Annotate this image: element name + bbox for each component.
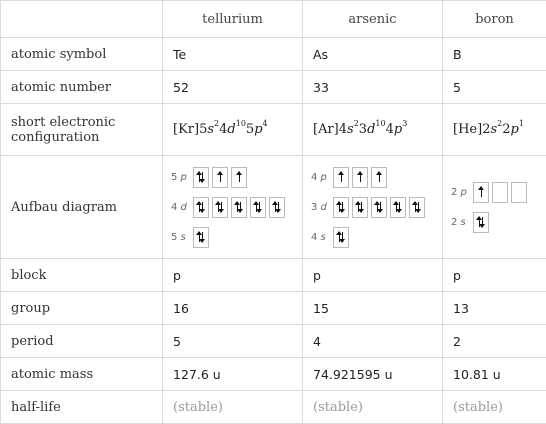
block-arsenic: p xyxy=(303,259,443,292)
table-row xyxy=(1,391,546,424)
row-label-group: group xyxy=(1,292,163,325)
atomic-symbol-tellurium: Te xyxy=(163,38,303,71)
spin-down-arrow-icon xyxy=(202,232,203,242)
orbital-box xyxy=(231,197,247,218)
config-subshell: $2s^2$ xyxy=(482,122,502,137)
spin-down-arrow-icon xyxy=(259,202,260,212)
orbital-box xyxy=(333,227,349,248)
spin-down-arrow-icon xyxy=(342,232,343,242)
table-row xyxy=(1,156,546,259)
period-boron: 2 xyxy=(443,325,546,358)
spin-up-arrow-icon xyxy=(481,187,482,197)
orbital-box xyxy=(193,197,209,218)
group-arsenic: 15 xyxy=(303,292,443,325)
column-header-tellurium: tellurium xyxy=(163,1,303,38)
orbital-box xyxy=(352,197,368,218)
spin-down-arrow-icon xyxy=(278,202,279,212)
orbital-box xyxy=(511,182,527,203)
orbital-box xyxy=(352,167,368,188)
row-label-electronic-configuration: short electronic configuration xyxy=(1,104,163,156)
config-subshell: $4p^3$ xyxy=(386,122,408,137)
column-header-arsenic: arsenic xyxy=(303,1,443,38)
column-header-boron: boron xyxy=(443,1,546,38)
spin-down-arrow-icon xyxy=(399,202,400,212)
spin-down-arrow-icon xyxy=(202,172,203,182)
atomic-symbol-arsenic: As xyxy=(303,38,443,71)
orbital-label: 3 d xyxy=(311,202,333,213)
spin-down-arrow-icon xyxy=(221,202,222,212)
orbital-label: 4 d xyxy=(171,202,193,213)
aufbau-diagram-arsenic xyxy=(303,156,443,259)
config-subshell: $5s^2$ xyxy=(199,122,219,137)
config-boron xyxy=(443,104,546,156)
orbital-box xyxy=(333,167,349,188)
atomic-mass-boron: 10.81 u xyxy=(443,358,546,391)
orbital-row xyxy=(311,192,434,222)
orbital-label: 5 s xyxy=(171,232,193,243)
atomic-number-boron: 5 xyxy=(443,71,546,104)
row-label-period: period xyxy=(1,325,163,358)
orbital-box xyxy=(371,167,387,188)
table-row xyxy=(1,292,546,325)
orbital-box xyxy=(473,182,489,203)
orbital-box xyxy=(473,212,489,233)
config-core: [Kr] xyxy=(173,122,199,137)
orbital-label: 4 s xyxy=(311,232,333,243)
spin-up-arrow-icon xyxy=(341,172,342,182)
orbital-box xyxy=(193,167,209,188)
orbital-label: 4 p xyxy=(311,172,333,183)
atomic-number-tellurium: 52 xyxy=(163,71,303,104)
config-subshell: $4s^2$ xyxy=(339,122,359,137)
orbital-box xyxy=(231,167,247,188)
spin-down-arrow-icon xyxy=(482,217,483,227)
config-subshell: $4d^{10}$ xyxy=(219,122,246,137)
config-subshell: $2p^1$ xyxy=(502,122,524,137)
row-label-aufbau-diagram: Aufbau diagram xyxy=(1,156,163,259)
orbital-box xyxy=(333,197,349,218)
aufbau-diagram-tellurium xyxy=(163,156,303,259)
atomic-mass-arsenic: 74.921595 u xyxy=(303,358,443,391)
config-core: [Ar] xyxy=(313,122,339,137)
config-arsenic xyxy=(303,104,443,156)
orbital-box xyxy=(212,197,228,218)
orbital-row xyxy=(451,207,538,237)
config-core: [He] xyxy=(453,122,482,137)
config-subshell: $3d^{10}$ xyxy=(359,122,386,137)
orbital-box xyxy=(212,167,228,188)
atomic-mass-tellurium: 127.6 u xyxy=(163,358,303,391)
group-tellurium: 16 xyxy=(163,292,303,325)
block-tellurium: p xyxy=(163,259,303,292)
half-life-boron: (stable) xyxy=(443,391,546,424)
orbital-box xyxy=(492,182,508,203)
orbital-row xyxy=(311,162,434,192)
spin-down-arrow-icon xyxy=(342,202,343,212)
orbital-box xyxy=(371,197,387,218)
table-row xyxy=(1,358,546,391)
orbital-row xyxy=(171,192,294,222)
atomic-number-arsenic: 33 xyxy=(303,71,443,104)
header-row xyxy=(1,1,546,38)
orbital-row xyxy=(171,222,294,252)
orbital-box xyxy=(193,227,209,248)
corner-cell xyxy=(1,1,163,38)
orbital-box xyxy=(409,197,425,218)
block-boron: p xyxy=(443,259,546,292)
row-label-atomic-mass: atomic mass xyxy=(1,358,163,391)
orbital-label: 5 p xyxy=(171,172,193,183)
orbital-box xyxy=(390,197,406,218)
row-label-half-life: half-life xyxy=(1,391,163,424)
table-row xyxy=(1,71,546,104)
table-row xyxy=(1,325,546,358)
spin-down-arrow-icon xyxy=(361,202,362,212)
half-life-tellurium: (stable) xyxy=(163,391,303,424)
group-boron: 13 xyxy=(443,292,546,325)
orbital-box xyxy=(250,197,266,218)
spin-down-arrow-icon xyxy=(418,202,419,212)
spin-up-arrow-icon xyxy=(239,172,240,182)
aufbau-diagram-boron xyxy=(443,156,546,259)
orbital-box xyxy=(269,197,285,218)
table-row xyxy=(1,104,546,156)
period-arsenic: 4 xyxy=(303,325,443,358)
row-label-atomic-number: atomic number xyxy=(1,71,163,104)
spin-up-arrow-icon xyxy=(220,172,221,182)
atomic-symbol-boron: B xyxy=(443,38,546,71)
period-tellurium: 5 xyxy=(163,325,303,358)
row-label-block: block xyxy=(1,259,163,292)
spin-down-arrow-icon xyxy=(380,202,381,212)
spin-down-arrow-icon xyxy=(240,202,241,212)
spin-down-arrow-icon xyxy=(202,202,203,212)
spin-up-arrow-icon xyxy=(379,172,380,182)
orbital-label: 2 s xyxy=(451,217,473,228)
orbital-row xyxy=(451,177,538,207)
orbital-row xyxy=(311,222,434,252)
table-row xyxy=(1,259,546,292)
half-life-arsenic: (stable) xyxy=(303,391,443,424)
spin-up-arrow-icon xyxy=(360,172,361,182)
orbital-row xyxy=(171,162,294,192)
row-label-atomic-symbol: atomic symbol xyxy=(1,38,163,71)
orbital-label: 2 p xyxy=(451,187,473,198)
config-subshell: $5p^4$ xyxy=(246,122,268,137)
config-tellurium xyxy=(163,104,303,156)
table-row xyxy=(1,38,546,71)
